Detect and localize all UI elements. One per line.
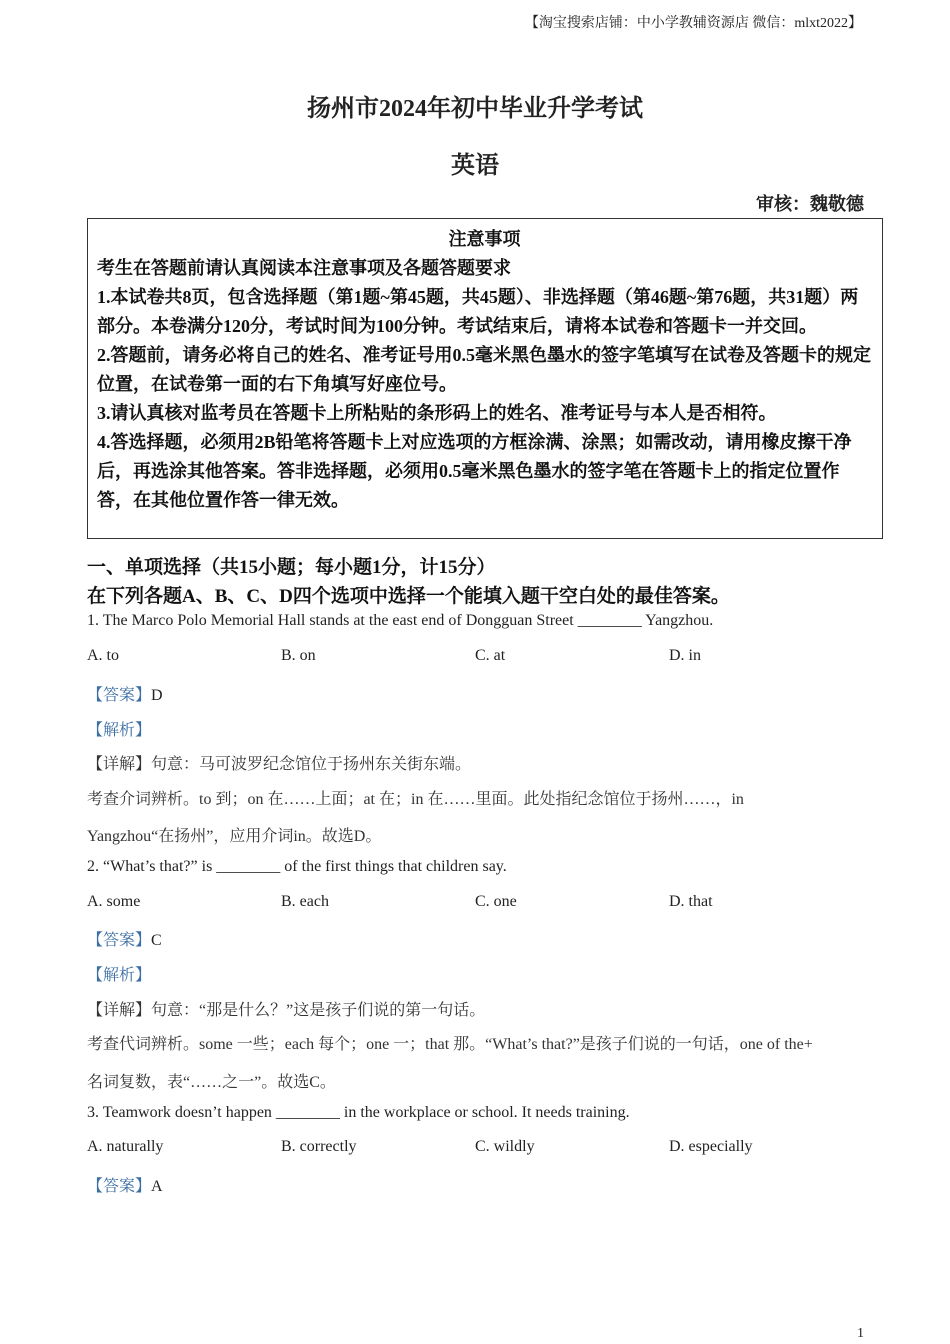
answer-value: A <box>151 1178 163 1195</box>
explanation-text: 考查代词辨析。some 一些；each 每个；one 一；that 那。“What’s that?”是孩子们说的一句话，one of the+ <box>87 1036 813 1053</box>
option-c: C. wildly <box>475 1138 535 1155</box>
notice-line: 2.答题前，请务必将自己的姓名、准考证号用0.5毫米黑色墨水的签字笔填写在试卷及答题卡的规定位置，在试卷第一面的右下角填写好座位号。 <box>97 345 871 394</box>
question-stem: 2. “What’s that?” is ________ of the first things that children say. <box>87 858 507 875</box>
option-b: B. correctly <box>281 1138 357 1155</box>
notice-box <box>87 218 883 539</box>
notice-line: 考生在答题前请认真阅读本注意事项及各题答题要求 <box>97 258 511 278</box>
option-d: D. especially <box>669 1138 753 1155</box>
question-stem: 1. The Marco Polo Memorial Hall stands at the east end of Dongguan Street ________ Yangzhou. <box>87 612 714 629</box>
explanation-text: Yangzhou“在扬州”，应用介词in。故选D。 <box>87 828 382 845</box>
option-a: A. some <box>87 893 141 910</box>
notice-line: 1.本试卷共8页，包含选择题（第1题~第45题，共45题）、非选择题（第46题~第76题，共31题）两部分。本卷满分120分，考试时间为100分钟。考试结束后，请将本试卷和答题卡一并交回。 <box>97 287 859 336</box>
page-number: 1 <box>857 1326 864 1341</box>
explanation-text: 名词复数，表“……之一”。故选C。 <box>87 1074 336 1091</box>
header-note: 【淘宝搜索店铺：中小学教辅资源店 微信：mlxt2022】 <box>524 16 862 31</box>
answer-line <box>87 927 162 950</box>
answer-tag: 【答案】 <box>87 932 152 949</box>
reviewer: 审核：魏敬德 <box>756 194 864 214</box>
section-instruction: 在下列各题A、B、C、D四个选项中选择一个能填入题干空白处的最佳答案。 <box>87 586 730 607</box>
detail-text: 【详解】句意：马可波罗纪念馆位于扬州东关街东端。 <box>87 756 472 773</box>
option-b: B. on <box>281 647 316 664</box>
detail-text: 【详解】句意：“那是什么？”这是孩子们说的第一句话。 <box>87 1002 486 1019</box>
option-d: D. that <box>669 893 713 910</box>
option-a: A. to <box>87 647 119 664</box>
notice-line: 4.答选择题，必须用2B铅笔将答题卡上对应选项的方框涂满、涂黑；如需改动，请用橡皮擦干净后，再选涂其他答案。答非选择题，必须用0.5毫米黑色墨水的签字笔在答题卡上的指定位置作答，在其他位置作答一律无效。 <box>97 432 852 510</box>
question-stem: 3. Teamwork doesn’t happen ________ in the workplace or school. It needs training. <box>87 1104 630 1121</box>
explanation-text: 考查介词辨析。to 到；on 在……上面；at 在；in 在……里面。此处指纪念馆位于扬州……，in <box>87 791 744 808</box>
notice-line: 3.请认真核对监考员在答题卡上所粘贴的条形码上的姓名、准考证号与本人是否相符。 <box>97 403 777 423</box>
option-c: C. at <box>475 647 506 664</box>
answer-value: C <box>151 932 162 949</box>
analysis-tag: 【解析】 <box>87 722 152 739</box>
option-d: D. in <box>669 647 701 664</box>
notice-title: 注意事项 <box>448 229 521 249</box>
analysis-tag: 【解析】 <box>87 967 152 984</box>
answer-tag: 【答案】 <box>87 687 152 704</box>
answer-line <box>87 682 163 705</box>
answer-tag: 【答案】 <box>87 1178 152 1195</box>
answer-value: D <box>151 687 163 704</box>
exam-title: 扬州市2024年初中毕业升学考试 <box>307 96 643 122</box>
option-c: C. one <box>475 893 517 910</box>
answer-line <box>87 1173 163 1196</box>
subject-title: 英语 <box>451 153 499 179</box>
option-b: B. each <box>281 893 329 910</box>
option-a: A. naturally <box>87 1138 164 1155</box>
section-heading: 一、单项选择（共15小题；每小题1分，计15分） <box>87 557 496 578</box>
